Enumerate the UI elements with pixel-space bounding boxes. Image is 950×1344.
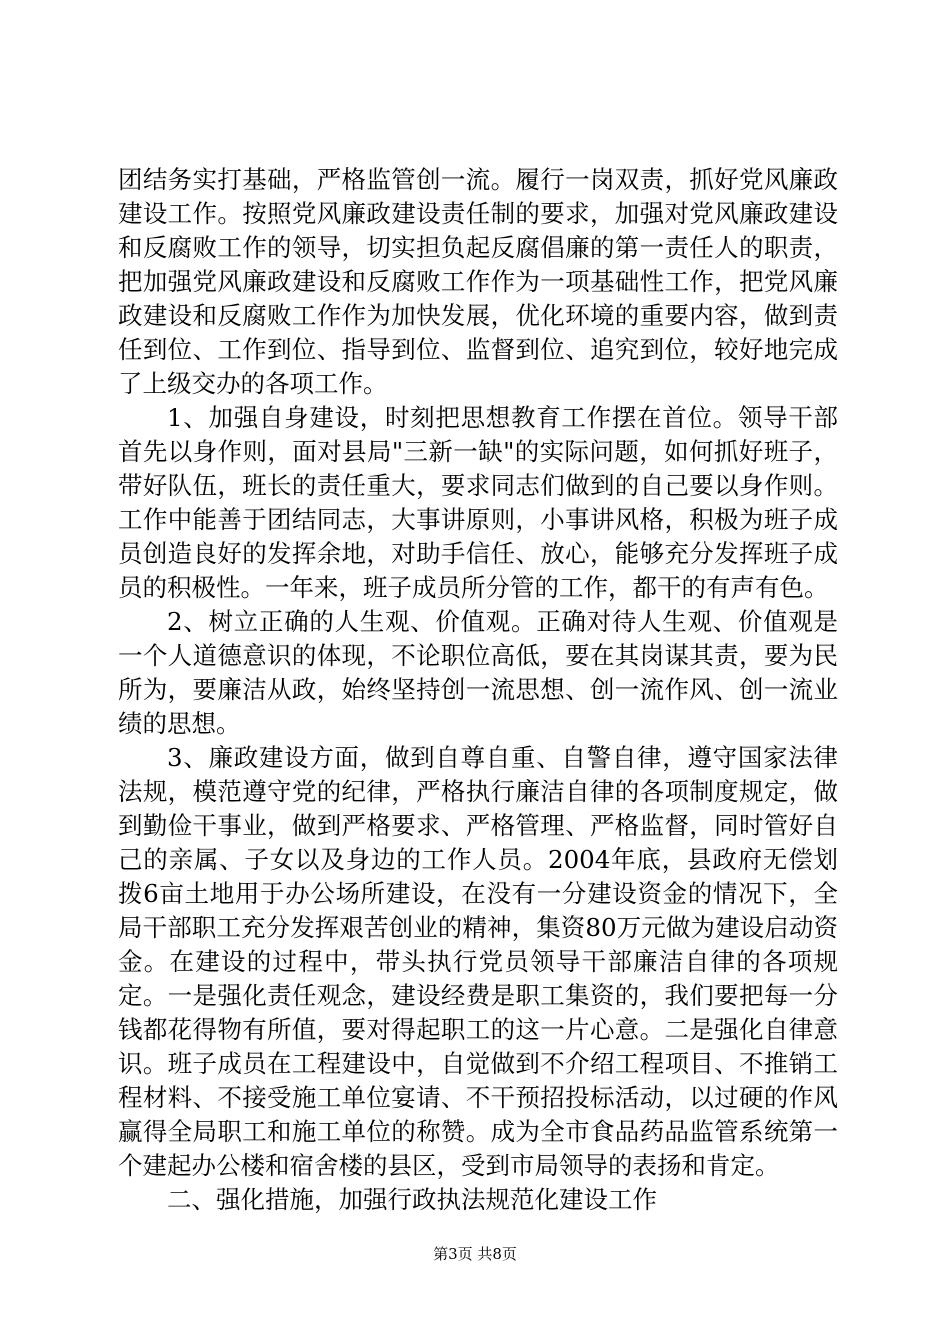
page-number: 第3页 共8页 [433,1245,517,1263]
page-footer [0,1244,950,1264]
document-body [118,163,838,1217]
section-heading: 二、强化措施，加强行政执法规范化建设工作 [167,1185,657,1214]
paragraph-item-3: 3、廉政建设方面，做到自尊自重、自警自律，遵守国家法律法规，模范遵守党的纪律，严格执行廉洁自律的各项制度规定，做到勤俭干事业，做到严格要求、严格管理、严格监督，同时管好自己的亲属、子女以及身边的工作人员。2004年底，县政府无偿划拨6亩土地用于办公场所建设，在没有一分建设资金的情况下，全局干部职工充分发挥艰苦创业的精神，集资80万元做为建设启动资金。在建设的过程中，带头执行党员领导干部廉洁自律的各项规定。一是强化责任观念，建设经费是职工集资的，我们要把每一分钱都花得物有所值，要对得起职工的这一片心意。二是强化自律意识。班子成员在工程建设中，自觉做到不介绍工程项目、不推销工程材料、不接受施工单位宴请、不干预招投标活动，以过硬的作风赢得全局职工和施工单位的称赞。成为全市食品药品监管系统第一个建起办公楼和宿舍楼的县区，受到市局领导的表扬和肯定。 [118,743,838,1180]
paragraph-item-1: 1、加强自身建设，时刻把思想教育工作摆在首位。领导干部首先以身作则，面对县局"三新一缺"的实际问题，如何抓好班子，带好队伍，班长的责任重大，要求同志们做到的自己要以身作则。工作中能善于团结同志，大事讲原则，小事讲风格，积极为班子成员创造良好的发挥余地，对助手信任、放心，能够充分发挥班子成员的积极性。一年来，班子成员所分管的工作，都干的有声有色。 [118,403,838,602]
paragraph-intro: 团结务实打基础，严格监管创一流。履行一岗双责，抓好党风廉政建设工作。按照党风廉政建设责任制的要求，加强对党风廉政建设和反腐败工作的领导，切实担负起反腐倡廉的第一责任人的职责，把加强党风廉政建设和反腐败工作作为一项基础性工作，把党风廉政建设和反腐败工作作为加快发展，优化环境的重要内容，做到责任到位、工作到位、指导到位、监督到位、追究到位，较好地完成了上级交办的各项工作。 [118,165,838,398]
paragraph-item-2: 2、树立正确的人生观、价值观。正确对待人生观、价值观是一个人道德意识的体现，不论职位高低，要在其岗谋其责，要为民所为，要廉洁从政，始终坚持创一流思想、创一流作风、创一流业绩的思想。 [118,607,838,738]
